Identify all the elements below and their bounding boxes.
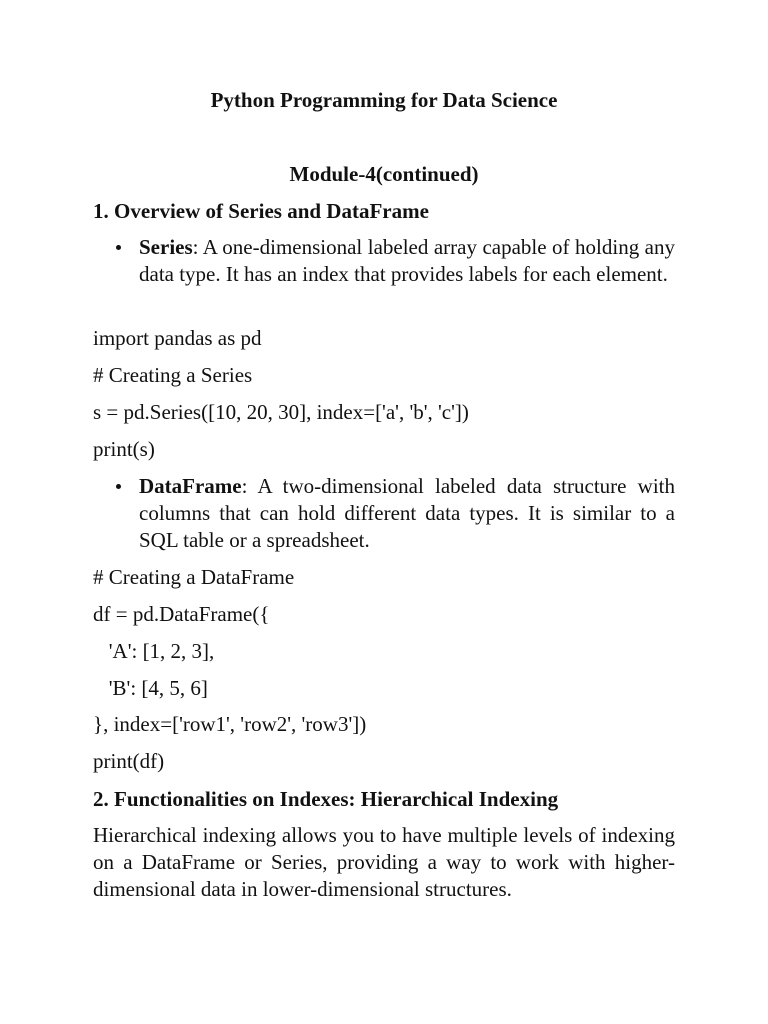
code-line: df = pd.DataFrame({ [93,602,270,626]
code-line: import pandas as pd [93,326,262,350]
module-title: Module-4(continued) [289,162,479,186]
bullet-icon [116,484,121,489]
code-line: }, index=['row1', 'row2', 'row3']) [93,712,367,736]
bullet-icon [116,245,121,250]
code-line: print(s) [93,437,155,461]
series-bullet [93,234,675,288]
code-line: print(df) [93,749,165,773]
code-line: # Creating a DataFrame [93,565,295,589]
section1-heading: 1. Overview of Series and DataFrame [93,199,429,223]
section2-paragraph: Hierarchical indexing allows you to have multiple levels of indexing on a DataFrame or Series, providing a way to work with higher-dimensional data in lower-dimensional structures. [93,823,675,901]
document-title: Python Programming for Data Science [210,88,558,112]
dataframe-bullet [93,473,675,554]
code-line: 'A': [1, 2, 3], [93,639,215,663]
code-line: # Creating a Series [93,363,253,387]
code-line: s = pd.Series([10, 20, 30], index=['a', 'b', 'c']) [93,400,469,424]
series-description: : A one-dimensional labeled array capable of holding any data type. It has an index that provides labels for each element. [139,235,675,286]
section2-heading: 2. Functionalities on Indexes: Hierarchical Indexing [93,787,559,811]
dataframe-description: : A two-dimensional labeled data structure with columns that can hold different data types. It is similar to a SQL table or a spreadsheet. [139,474,675,552]
dataframe-bullet-text [139,473,675,554]
code-line: 'B': [4, 5, 6] [93,676,208,700]
dataframe-term: DataFrame [139,474,242,498]
series-bullet-text [139,234,675,288]
series-term: Series [139,235,193,259]
